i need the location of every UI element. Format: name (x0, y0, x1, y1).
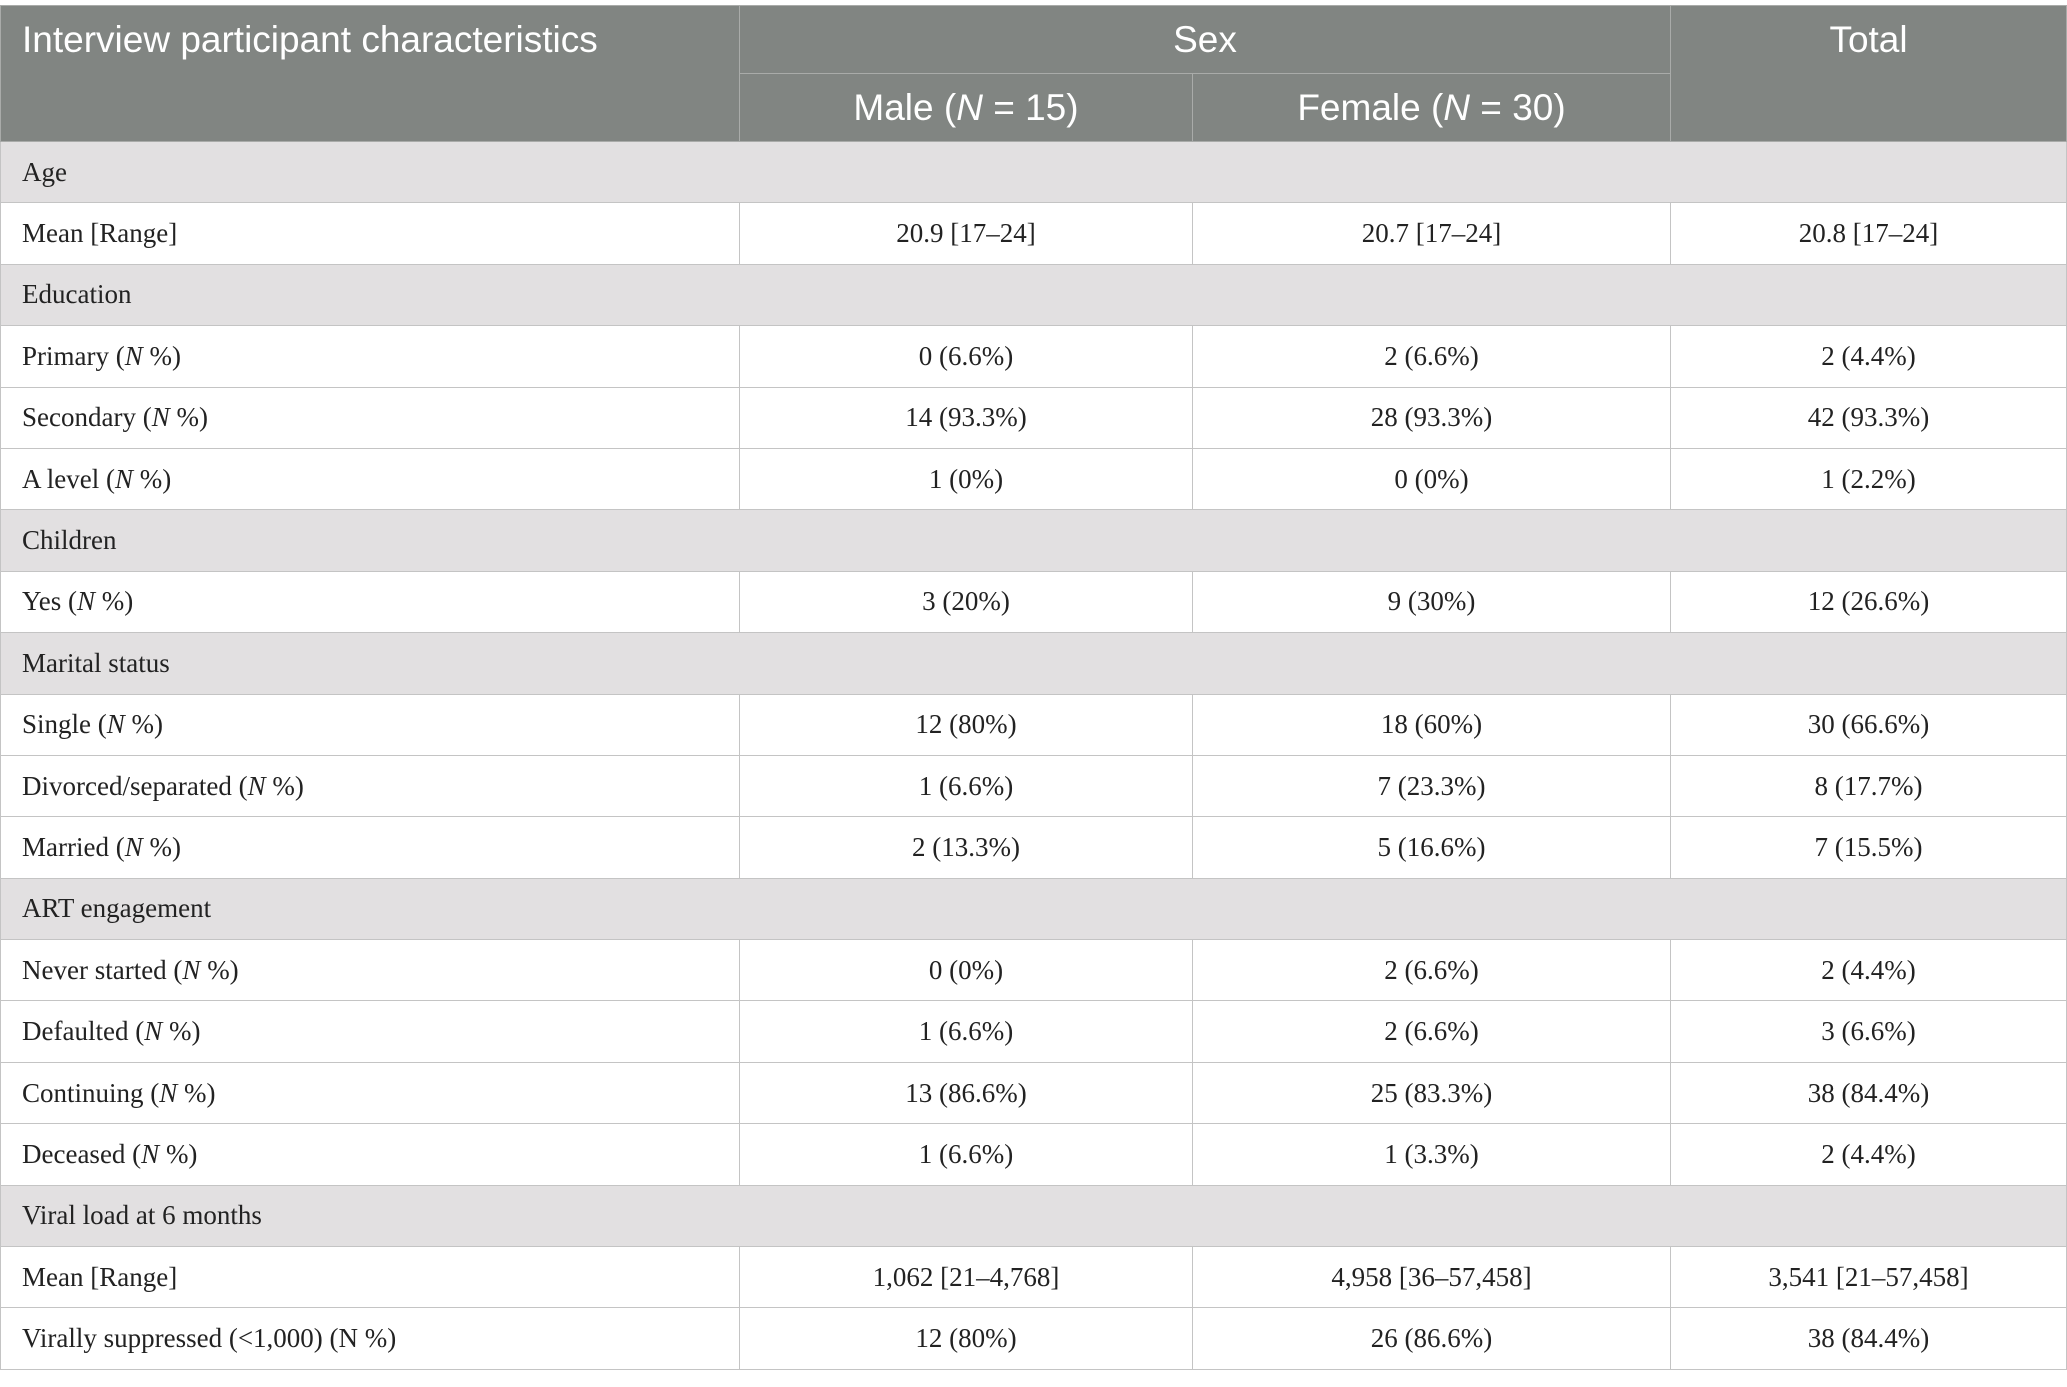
female-value: 2 (6.6%) (1193, 1001, 1671, 1062)
table-row (1, 387, 2067, 448)
table-row (1, 1308, 2067, 1370)
table-row (1, 1062, 2067, 1123)
total-value: 20.8 [17–24] (1671, 203, 2067, 264)
row-label: A level (N %) (1, 448, 740, 509)
total-value: 1 (2.2%) (1671, 448, 2067, 509)
table-row (1, 1001, 2067, 1062)
female-value: 1 (3.3%) (1193, 1124, 1671, 1185)
male-value: 1 (6.6%) (740, 1001, 1193, 1062)
female-value: 5 (16.6%) (1193, 817, 1671, 878)
female-value: 25 (83.3%) (1193, 1062, 1671, 1123)
participant-characteristics-table (0, 5, 2067, 1370)
table-body (1, 142, 2067, 1370)
total-value: 2 (4.4%) (1671, 940, 2067, 1001)
total-value: 2 (4.4%) (1671, 1124, 2067, 1185)
total-value: 3 (6.6%) (1671, 1001, 2067, 1062)
row-label: Deceased (N %) (1, 1124, 740, 1185)
female-value: 4,958 [36–57,458] (1193, 1247, 1671, 1308)
section-row (1, 633, 2067, 694)
female-value: 2 (6.6%) (1193, 326, 1671, 387)
row-label: Married (N %) (1, 817, 740, 878)
row-label: Never started (N %) (1, 940, 740, 1001)
table-row (1, 1124, 2067, 1185)
total-value: 38 (84.4%) (1671, 1308, 2067, 1370)
female-value: 7 (23.3%) (1193, 755, 1671, 816)
total-value: 8 (17.7%) (1671, 755, 2067, 816)
table-row (1, 326, 2067, 387)
male-value: 20.9 [17–24] (740, 203, 1193, 264)
female-value: 18 (60%) (1193, 694, 1671, 755)
table-row (1, 755, 2067, 816)
male-value: 1,062 [21–4,768] (740, 1247, 1193, 1308)
section-label: Marital status (1, 633, 2067, 694)
total-value: 7 (15.5%) (1671, 817, 2067, 878)
header-row (1, 6, 2067, 74)
female-value: 2 (6.6%) (1193, 940, 1671, 1001)
male-value: 0 (6.6%) (740, 326, 1193, 387)
row-label: Secondary (N %) (1, 387, 740, 448)
table-row (1, 448, 2067, 509)
total-value: 42 (93.3%) (1671, 387, 2067, 448)
male-value: 13 (86.6%) (740, 1062, 1193, 1123)
row-label: Divorced/separated (N %) (1, 755, 740, 816)
female-value: 28 (93.3%) (1193, 387, 1671, 448)
table-row (1, 1247, 2067, 1308)
male-value: 1 (6.6%) (740, 1124, 1193, 1185)
total-value: 2 (4.4%) (1671, 326, 2067, 387)
row-label: Continuing (N %) (1, 1062, 740, 1123)
table-row (1, 817, 2067, 878)
table-row (1, 203, 2067, 264)
section-label: Age (1, 142, 2067, 203)
section-row (1, 878, 2067, 939)
male-value: 3 (20%) (740, 571, 1193, 632)
table-row (1, 694, 2067, 755)
section-label: Children (1, 510, 2067, 571)
female-header: Female (N = 30) (1193, 74, 1671, 142)
male-value: 12 (80%) (740, 694, 1193, 755)
section-label: ART engagement (1, 878, 2067, 939)
male-value: 1 (6.6%) (740, 755, 1193, 816)
section-row (1, 1185, 2067, 1246)
male-header: Male (N = 15) (740, 74, 1193, 142)
total-value: 3,541 [21–57,458] (1671, 1247, 2067, 1308)
row-label: Virally suppressed (<1,000) (N %) (1, 1308, 740, 1370)
total-value: 12 (26.6%) (1671, 571, 2067, 632)
table-row (1, 940, 2067, 1001)
row-label: Yes (N %) (1, 571, 740, 632)
row-label: Mean [Range] (1, 203, 740, 264)
male-value: 1 (0%) (740, 448, 1193, 509)
section-row (1, 142, 2067, 203)
male-value: 14 (93.3%) (740, 387, 1193, 448)
female-value: 26 (86.6%) (1193, 1308, 1671, 1370)
total-value: 30 (66.6%) (1671, 694, 2067, 755)
section-label: Viral load at 6 months (1, 1185, 2067, 1246)
row-label: Single (N %) (1, 694, 740, 755)
female-value: 9 (30%) (1193, 571, 1671, 632)
total-value: 38 (84.4%) (1671, 1062, 2067, 1123)
section-label: Education (1, 264, 2067, 325)
male-value: 0 (0%) (740, 940, 1193, 1001)
section-row (1, 264, 2067, 325)
male-value: 12 (80%) (740, 1308, 1193, 1370)
row-label: Primary (N %) (1, 326, 740, 387)
female-value: 20.7 [17–24] (1193, 203, 1671, 264)
total-header: Total (1671, 6, 2067, 142)
section-row (1, 510, 2067, 571)
female-value: 0 (0%) (1193, 448, 1671, 509)
sex-header: Sex (740, 6, 1671, 74)
row-label: Defaulted (N %) (1, 1001, 740, 1062)
row-label: Mean [Range] (1, 1247, 740, 1308)
table-row (1, 571, 2067, 632)
characteristics-header: Interview participant characteristics (1, 6, 740, 142)
male-value: 2 (13.3%) (740, 817, 1193, 878)
